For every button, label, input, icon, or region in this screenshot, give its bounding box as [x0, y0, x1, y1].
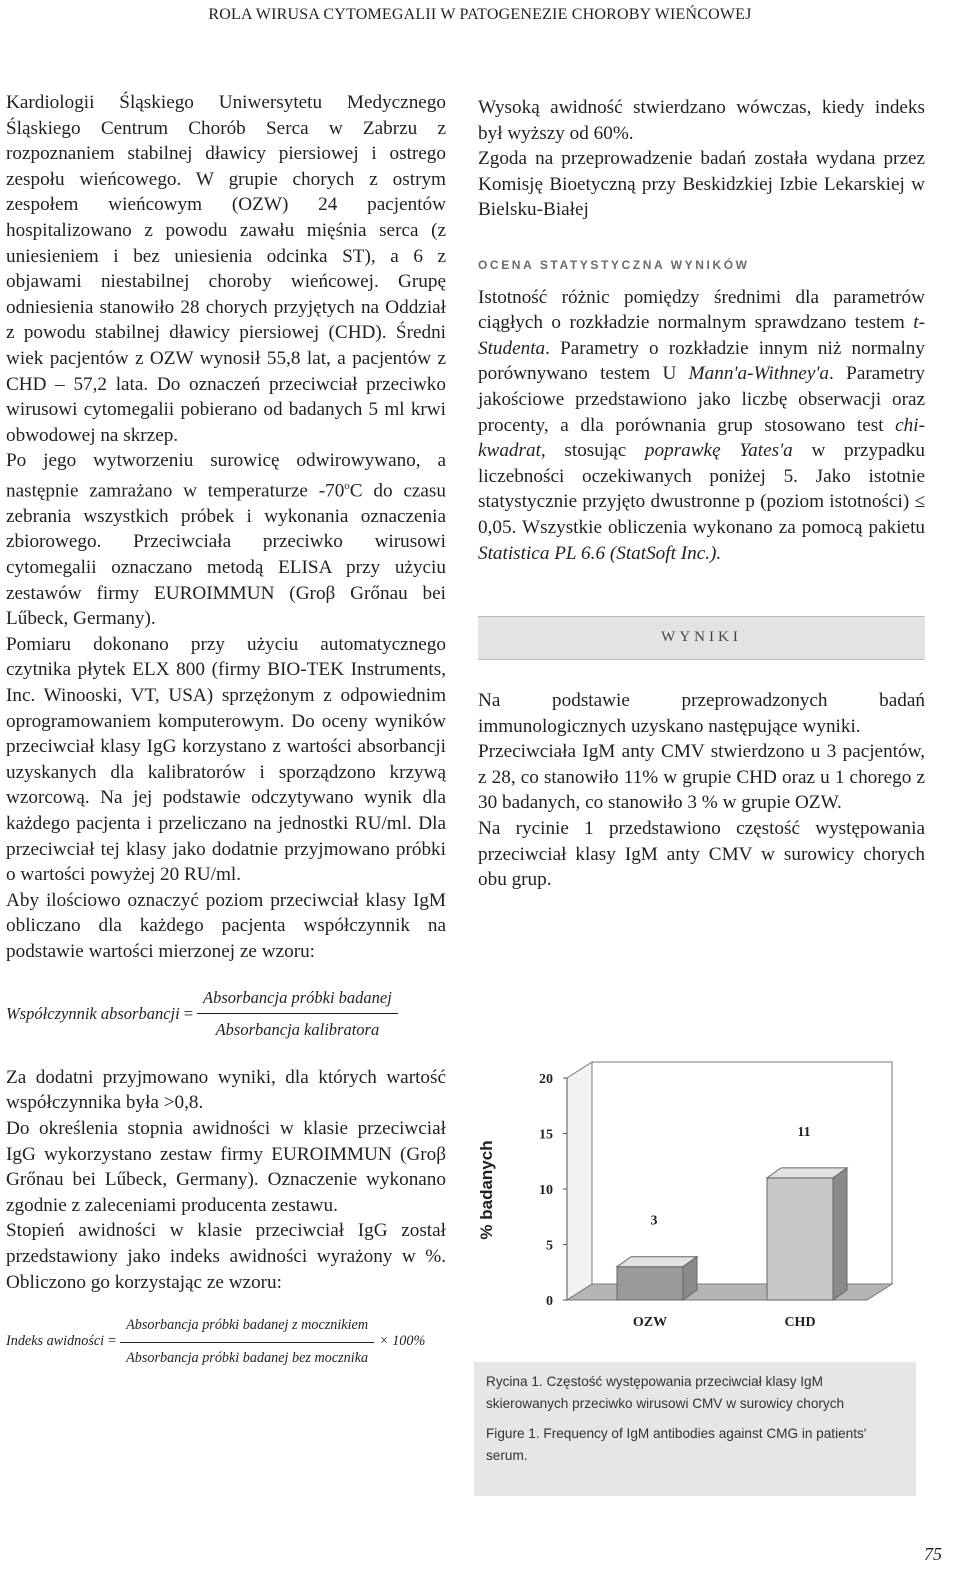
right-column	[478, 95, 925, 893]
stats-text-b: . Parametry o rozkładzie innym niż normalny porównywano testem U	[478, 337, 925, 385]
chart-frame	[563, 1078, 567, 1300]
y-tick-label: 0	[546, 1294, 553, 1309]
p2-text-a: Po jego wytworzeniu surowicę odwirowywano, a następnie zamrażano w temperaturze -70	[6, 450, 446, 502]
y-tick-label: 10	[539, 1183, 553, 1198]
formula1-fraction	[197, 985, 398, 1043]
stats-text-a: Istotność różnic pomiędzy średnimi dla parametrów ciągłych o rozkładzie normalnym sprawdzano testem	[478, 286, 925, 334]
bar-data-label: 11	[797, 1124, 811, 1140]
methods-paragraph-3: Pomiaru dokonano przy użyciu automatycznego czytnika płytek ELX 800 (firmy BIO-TEK Instruments, Inc. Winooski, VT, USA) sprzężonym z odpowiednim oprogramowaniem komputerowym. Do oceny wyników przeciwciał klasy IgG korzystano z wartości absorbancji uzyskanych dla kalibratorów i sporządzono krzywą wzorcową. Na jej podstawie odczytywano wynik dla każdego pacjenta i przeliczano na jednostki RU/ml. Dla przeciwciał tej klasy jako dodatnie przyjmowano próbki o wartości powyżej 20 RU/ml.	[6, 633, 446, 886]
y-tick-label: 5	[546, 1238, 553, 1254]
stats-paragraph	[478, 285, 925, 567]
left-column	[6, 90, 446, 1371]
methods-paragraph-5: Za dodatni przyjmowano wyniki, dla których wartość współczynnika była >0,8.	[6, 1066, 446, 1114]
stats-yates: poprawkę Yates'a	[644, 440, 793, 462]
stats-text-e: w przypadku liczebności oczekiwanych poniżej 5. Jako istotnie statystycznie przyjęto dwustronne p (poziom istotności) ≤ 0,05. Wszystkie obliczenia wykonano za pomocą pakietu	[478, 440, 925, 538]
bar-side	[833, 1168, 847, 1300]
results-heading: WYNIKI	[478, 616, 925, 660]
bar-chart-svg	[472, 1030, 922, 1360]
figure-caption	[474, 1362, 916, 1496]
methods-paragraph-2	[6, 448, 446, 632]
formula1-eq: =	[183, 1003, 193, 1023]
figure-1-chart	[472, 1030, 922, 1360]
caption-polish: Rycina 1. Częstość występowania przeciwciał klasy IgM skierowanych przeciwko wirusowi CMV w surowicy chorych	[486, 1374, 845, 1411]
y-axis-label: % badanych	[477, 1140, 496, 1240]
results-paragraph-1: Na podstawie przeprowadzonych badań immunologicznych uzyskano następujące wyniki.	[478, 690, 925, 737]
absorbance-formula	[6, 985, 446, 1043]
formula2-lhs: Indeks awidności	[6, 1333, 105, 1350]
stats-text-d: , stosując	[540, 440, 645, 462]
avidity-formula	[6, 1313, 446, 1371]
ethics-paragraph: Zgoda na przeprowadzenie badań została wydana przez Komisję Bioetyczną przy Beskidzkiej Izbie Lekarskiej w Bielsku-Białej	[478, 148, 925, 221]
stats-t-student: t-Studenta	[478, 312, 925, 359]
x-category-label: CHD	[784, 1315, 816, 1330]
formula2-multiplier: × 100%	[379, 1333, 426, 1350]
formula2-denominator: Absorbancja próbki badanej bez mocznika	[126, 1349, 369, 1366]
formula2-numerator: Absorbancja próbki badanej z mocznikiem	[120, 1313, 374, 1343]
x-category-label: OZW	[632, 1315, 668, 1330]
stats-text-c: . Parametry jakościowe przedstawiono jako liczbę obserwacji oraz procenty, a dla porównania grup stosowano test	[478, 363, 925, 436]
caption-english: Figure 1. Frequency of IgM antibodies against CMG in patients' serum.	[486, 1426, 867, 1463]
formula1-denominator: Absorbancja kalibratora	[215, 1020, 380, 1040]
formula2-eq: =	[108, 1333, 117, 1350]
methods-paragraph-6: Do określenia stopnia awidności w klasie przeciwciał IgG wykorzystano zestaw firmy EUROIMMUN (Groβ Grőnau bei Lűbeck, Germany). Oznaczenie wykonano zgodnie z zaleceniami producenta zestawu.	[6, 1117, 446, 1216]
y-tick-label: 15	[539, 1127, 553, 1143]
results-paragraph-3: Na rycinie 1 przedstawiono częstość występowania przeciwciał klasy IgM anty CMV w surowicy chorych obu grup.	[478, 818, 925, 891]
methods-paragraph-7: Stopień awidności w klasie przeciwciał IgG został przedstawiony jako indeks awidności wyrażony w %. Obliczono go korzystając ze wzoru:	[6, 1220, 446, 1293]
results-paragraph-2: Przeciwciała IgM anty CMV stwierdzono u 3 pacjentów, z 28, co stanowiło 11% w grupie CHD oraz u 1 chorego z 30 badanych, co stanowiło 3 % w grupie OZW.	[478, 741, 925, 814]
degree-sup: o	[344, 479, 350, 492]
running-header: ROLA WIRUSA CYTOMEGALII W PATOGENEZIE CHOROBY WIEŃCOWEJ	[208, 6, 752, 23]
formula1-numerator: Absorbancja próbki badanej	[197, 985, 398, 1015]
stats-mann-whitney: Mann'a-Withney'a	[688, 363, 830, 385]
bar-front	[767, 1178, 833, 1300]
p2-text-b: C do czasu zebrania wszystkich próbek i wykonania oznaczenia zbiorowego. Przeciwciała przeciwko wirusowi cytomegalii oznaczano metodą ELISA przy użyciu zestawów firmy EUROIMMUN (Groβ Grőnau bei Lűbeck, Germany).	[6, 480, 446, 630]
stats-package: Statistica PL 6.6 (StatSoft Inc.).	[478, 542, 722, 564]
avidity-paragraph: Wysoką awidność stwierdzano wówczas, kiedy indeks był wyższy od 60%.	[478, 97, 925, 144]
formula2-fraction	[120, 1313, 374, 1371]
bar-data-label: 3	[650, 1213, 658, 1229]
formula1-lhs: Współczynnik absorbancji	[6, 1003, 180, 1023]
stats-heading: OCENA STATYSTYCZNA WYNIKÓW	[478, 257, 750, 272]
stats-chi-square: chi-kwadrat	[478, 414, 925, 462]
bar-front	[617, 1267, 683, 1300]
y-tick-label: 20	[539, 1072, 553, 1087]
chart-side-wall	[567, 1062, 592, 1300]
page-number: 75	[924, 1544, 942, 1564]
methods-paragraph-4: Aby ilościowo oznaczyć poziom przeciwciał klasy IgM obliczano dla każdego pacjenta współczynnik na podstawie wartości mierzonej ze wzoru:	[6, 889, 446, 962]
methods-paragraph-1: Kardiologii Śląskiego Uniwersytetu Medycznego Śląskiego Centrum Chorób Serca w Zabrzu z rozpoznaniem stabilnej dławicy piersiowej i ostrego zespołu wieńcowego. W grupie chorych z ostrym zespołem wieńcowym (OZW) 24 pacjentów hospitalizowano z powodu zawału mięśnia serca (z uniesieniem i bez uniesienia odcinka ST), a 6 z objawami niestabilnej choroby wieńcowej. Grupę odniesienia stanowiło 28 chorych przyjętych na Oddział z powodu stabilnej dławicy piersiowej (CHD). Średni wiek pacjentów z OZW wynosił 55,8 lat, a pacjentów z CHD – 57,2 lata. Do oznaczeń przeciwciał przeciwko wirusowi cytomegalii pobierano od badanych 5 ml krwi obwodowej na skrzep.	[6, 92, 446, 446]
